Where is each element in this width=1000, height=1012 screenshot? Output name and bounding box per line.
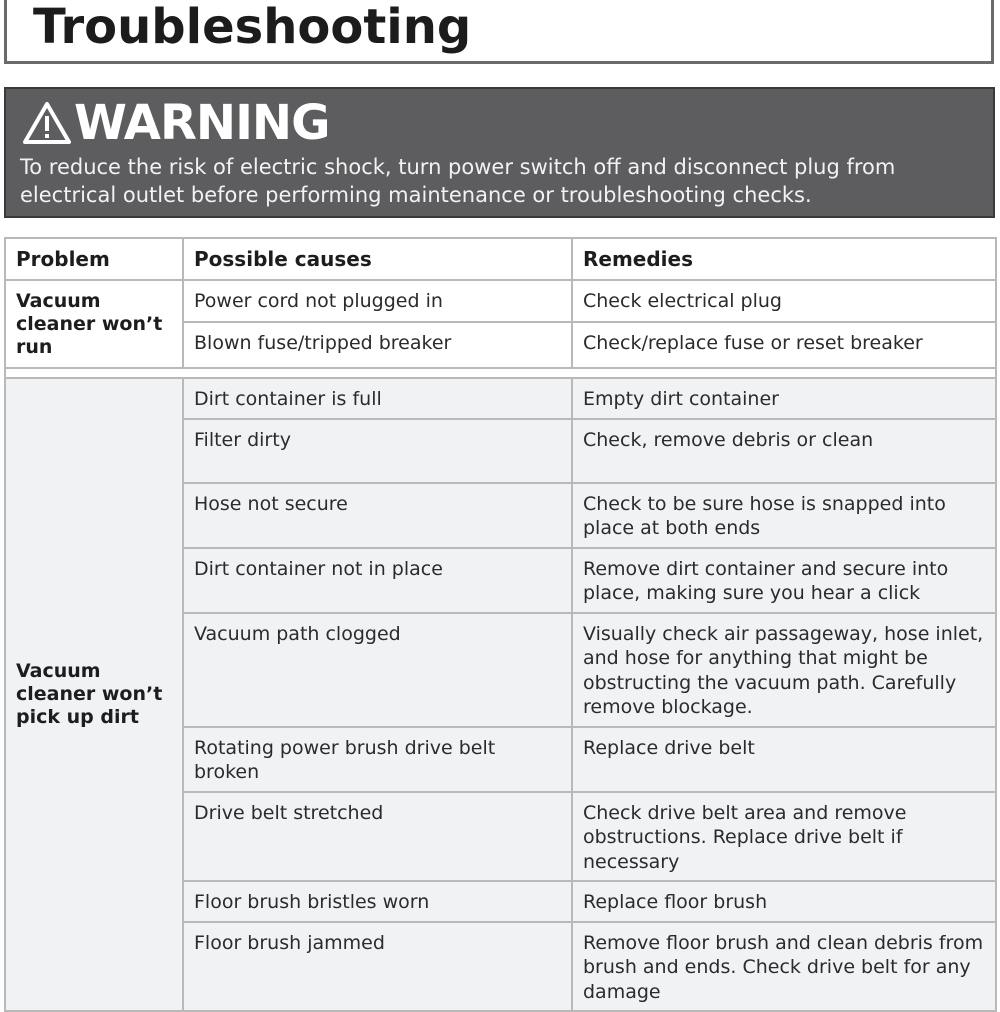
cause-cell: Dirt container not in place: [183, 548, 572, 613]
cause-cell: Rotating power brush drive belt broken: [183, 727, 572, 792]
warning-triangle-icon: [22, 101, 72, 145]
remedy-cell: Check, remove debris or clean: [572, 419, 996, 483]
warning-line-2: electrical outlet before performing maintenance or troubleshooting checks.: [20, 183, 812, 207]
remedy-cell: Remove dirt container and secure into place, making sure you hear a click: [572, 548, 996, 613]
remedy-cell: Replace drive belt: [572, 727, 996, 792]
page-title: Troubleshooting: [33, 0, 472, 55]
cause-cell: Blown fuse/tripped breaker: [183, 322, 572, 368]
remedy-cell: Check electrical plug: [572, 280, 996, 322]
problem-cell: Vacuum cleaner won’t pick up dirt: [5, 378, 183, 1011]
warning-heading-text: WARNING: [74, 95, 330, 151]
warning-heading: [22, 95, 330, 151]
remedy-cell: Check to be sure hose is snapped into place at both ends: [572, 483, 996, 548]
remedy-cell: Replace floor brush: [572, 881, 996, 922]
table-row: [5, 378, 996, 419]
cause-cell: Dirt container is full: [183, 378, 572, 419]
cause-cell: Vacuum path clogged: [183, 613, 572, 727]
problem-cell: Vacuum cleaner won’t run: [5, 280, 183, 368]
cause-cell: Power cord not plugged in: [183, 280, 572, 322]
cause-cell: Floor brush jammed: [183, 922, 572, 1012]
remedy-cell: Visually check air passageway, hose inlet, and hose for anything that might be obstructing the vacuum path. Carefully remove blockage.: [572, 613, 996, 727]
title-box: [4, 0, 994, 64]
remedy-cell: Remove floor brush and clean debris from brush and ends. Check drive belt for any damage: [572, 922, 996, 1012]
header-remedies: Remedies: [572, 238, 996, 280]
header-problem: Problem: [5, 238, 183, 280]
troubleshooting-table: [4, 237, 997, 1012]
remedy-cell: Check/replace fuse or reset breaker: [572, 322, 996, 368]
cause-cell: Filter dirty: [183, 419, 572, 483]
cause-cell: Drive belt stretched: [183, 792, 572, 882]
warning-banner: [4, 87, 995, 218]
remedy-cell: Empty dirt container: [572, 378, 996, 419]
cause-cell: Hose not secure: [183, 483, 572, 548]
warning-line-1: To reduce the risk of electric shock, turn power switch off and disconnect plug from: [20, 155, 896, 179]
table-spacer: [5, 368, 996, 378]
table-row: [5, 280, 996, 322]
header-causes: Possible causes: [183, 238, 572, 280]
warning-message: [20, 153, 895, 209]
cause-cell: Floor brush bristles worn: [183, 881, 572, 922]
remedy-cell: Check drive belt area and remove obstructions. Replace drive belt if necessary: [572, 792, 996, 882]
table-header-row: [5, 238, 996, 280]
